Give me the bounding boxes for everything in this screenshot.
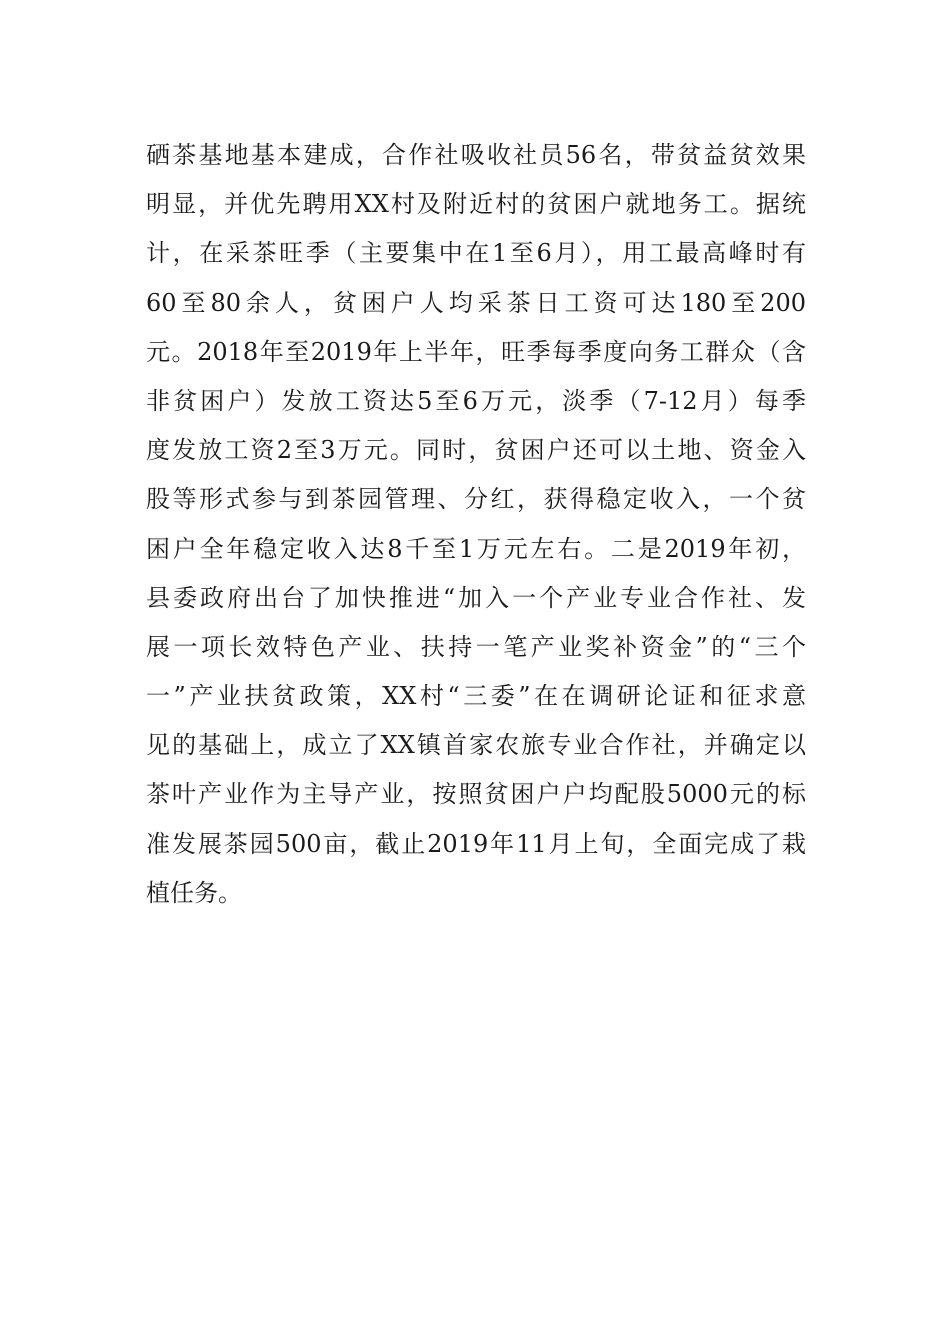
paragraph-line: 非贫困户）发放工资达5至6万元，淡季（7-12月）每季 <box>146 386 806 415</box>
paragraph-line: 县委政府出台了加快推进“加入一个产业专业合作社、发 <box>146 583 806 612</box>
paragraph-line: 股等形式参与到茶园管理、分红，获得稳定收入，一个贫 <box>146 485 806 514</box>
paragraph-line: 准发展茶园500亩，截止2019年11月上旬，全面完成了栽 <box>146 829 806 858</box>
paragraph-line: 茶叶产业作为主导产业，按照贫困户户均配股5000元的标 <box>146 780 806 809</box>
paragraph-line: 60至80余人，贫困户人均采茶日工资可达180至200 <box>146 288 806 317</box>
paragraph-line: 展一项长效特色产业、扶持一笔产业奖补资金”的“三个 <box>146 632 806 661</box>
paragraph-line: 计，在采茶旺季（主要集中在1至6月），用工最高峰时有 <box>146 239 806 268</box>
paragraph-line: 元。2018年至2019年上半年，旺季每季度向务工群众（含 <box>146 337 806 366</box>
paragraph-line: 硒茶基地基本建成，合作社吸收社员56名，带贫益贫效果 <box>146 141 806 169</box>
body-paragraph <box>146 131 806 918</box>
paragraph-line-last: 植任务。 <box>146 878 242 907</box>
paragraph-line: 一”产业扶贫政策，XX村“三委”在在调研论证和征求意 <box>146 682 806 711</box>
paragraph-line: 度发放工资2至3万元。同时，贫困户还可以土地、资金入 <box>146 436 806 465</box>
paragraph-line: 困户全年稳定收入达8千至1万元左右。二是2019年初， <box>146 534 806 563</box>
paragraph-line: 见的基础上，成立了XX镇首家农旅专业合作社，并确定以 <box>146 731 806 760</box>
paragraph-line: 明显，并优先聘用XX村及附近村的贫困户就地务工。据统 <box>146 190 806 219</box>
